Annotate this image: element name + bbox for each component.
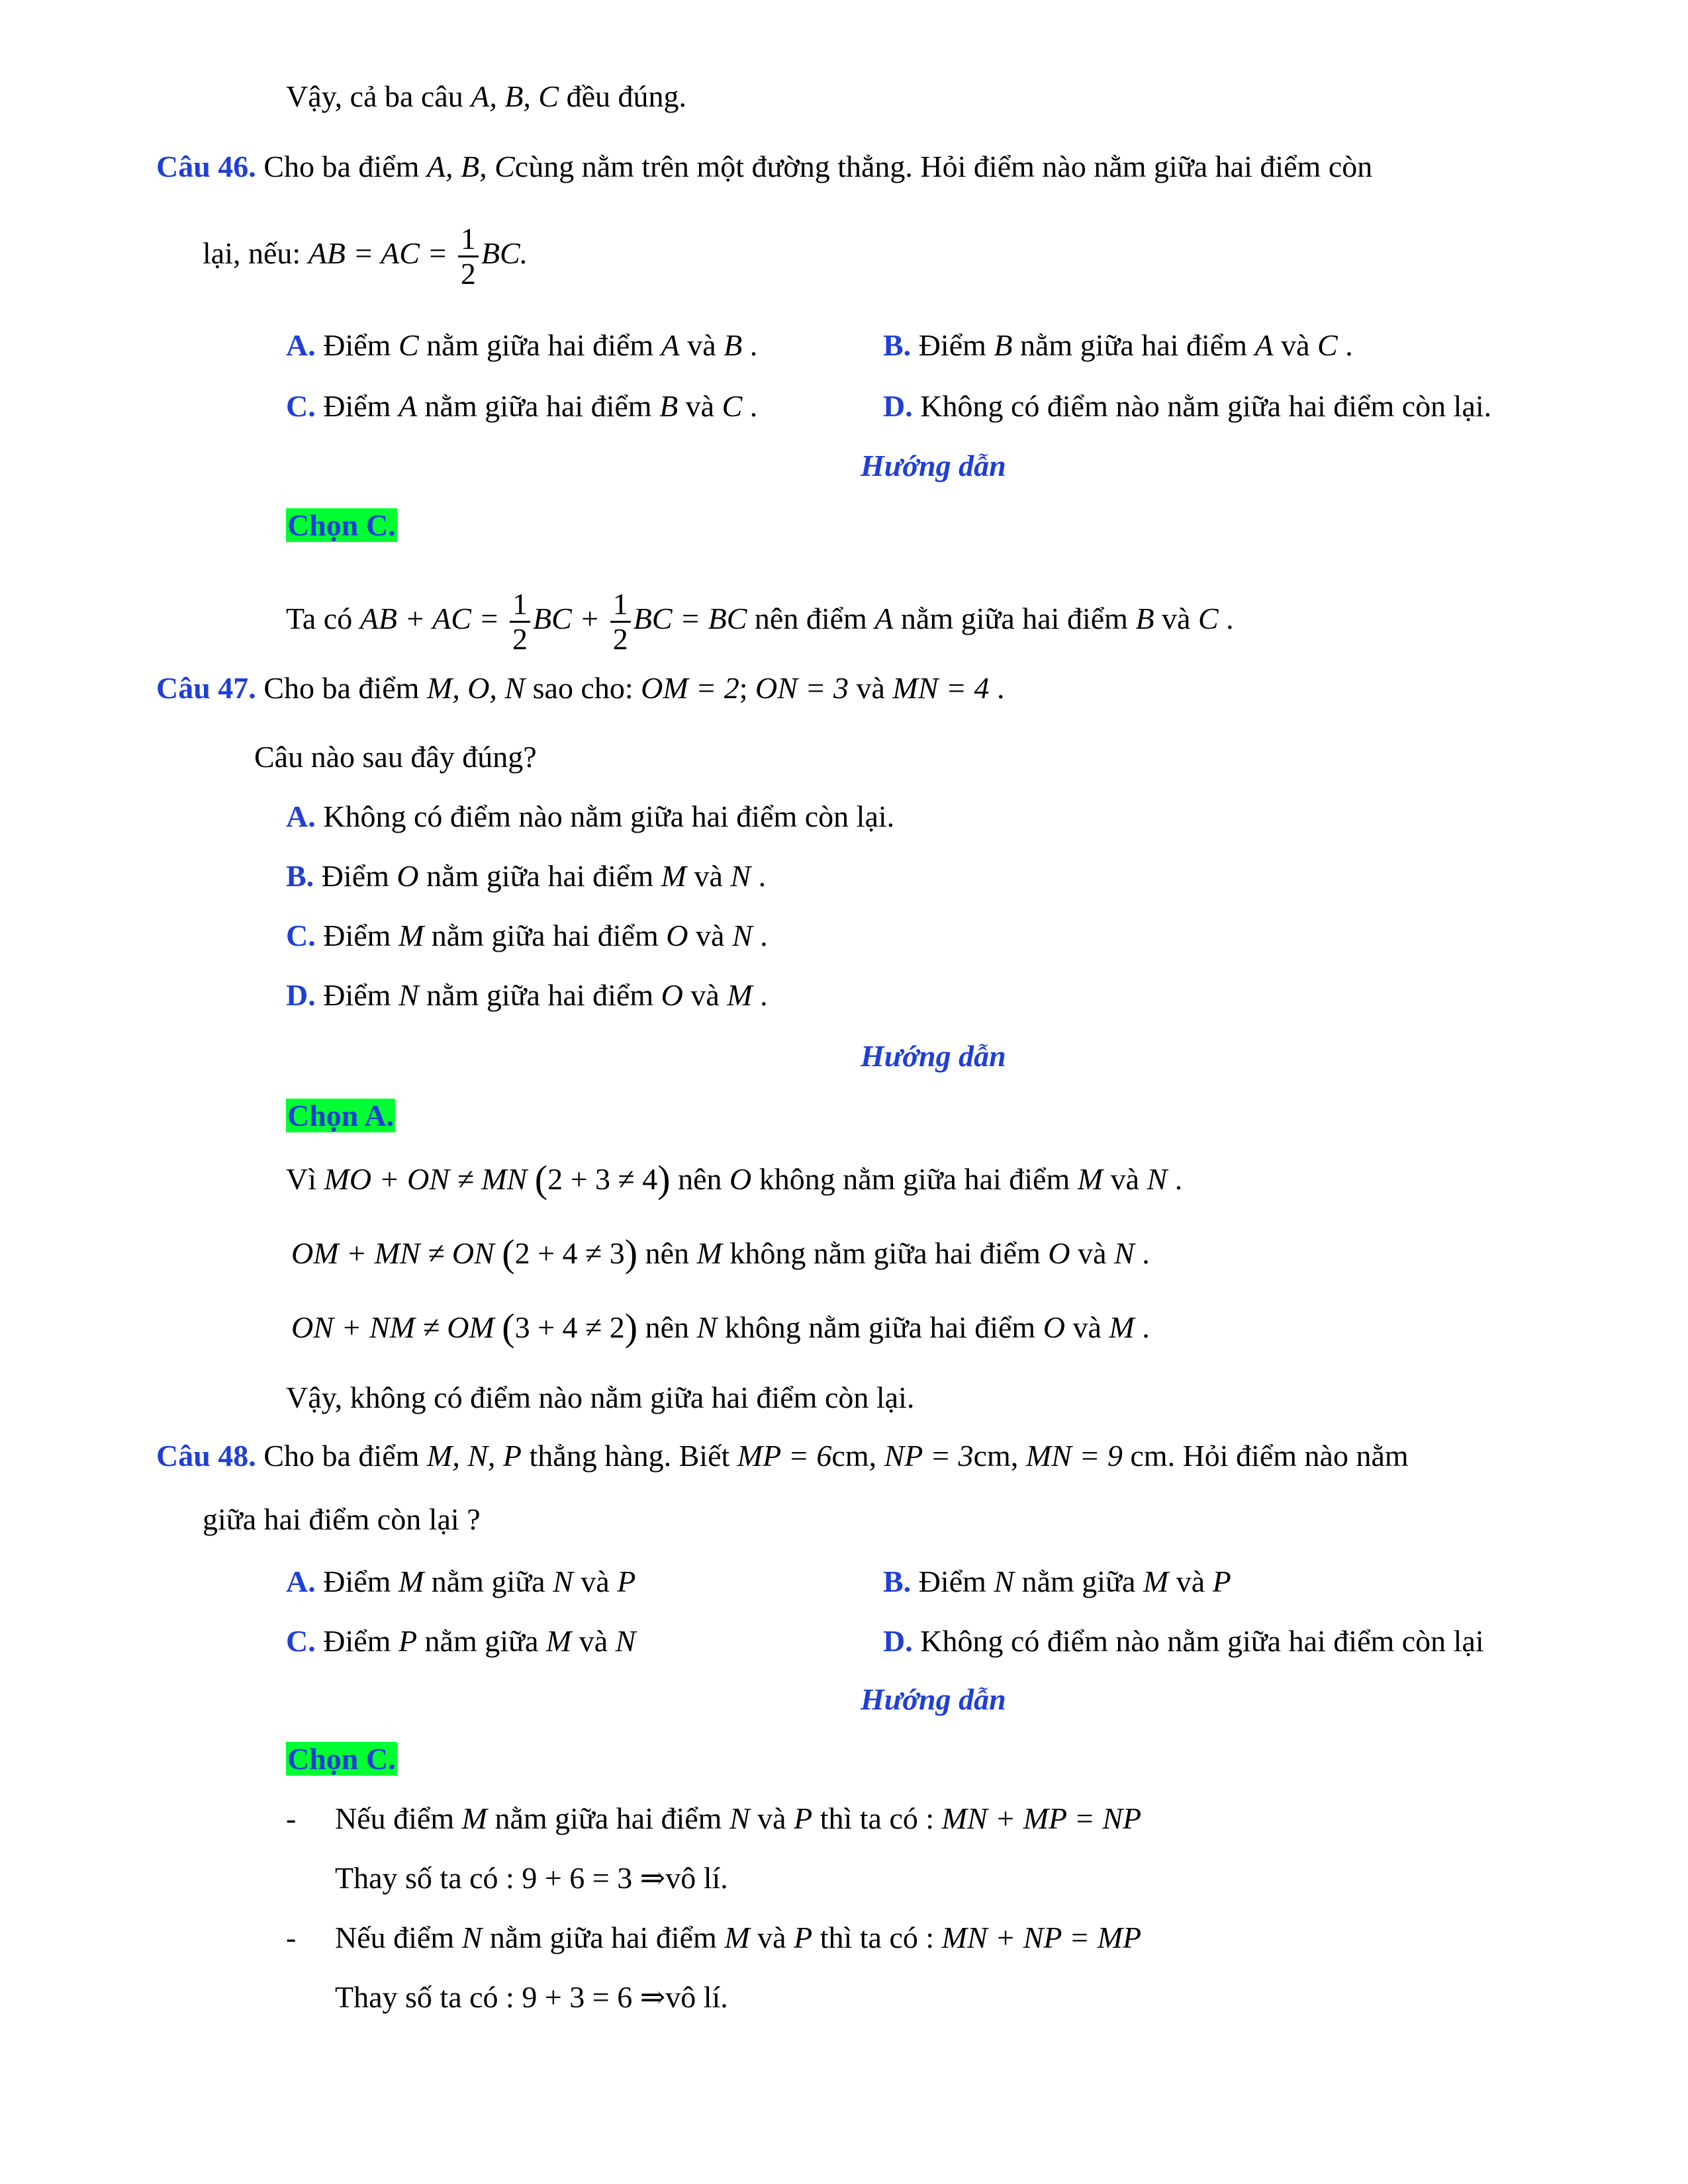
q47-s2-end: . xyxy=(1134,1236,1150,1270)
q46-sol-m1: AB + AC = xyxy=(359,602,507,636)
q46-sol-p1: B xyxy=(1135,602,1154,636)
q46-solution xyxy=(286,588,1234,656)
q47-b-mid: nằm giữa hai điểm xyxy=(418,859,661,893)
q48-c1: MP = 6 xyxy=(737,1439,832,1473)
q48-guide: Hướng dẫn xyxy=(861,1682,1006,1716)
q47-conclusion xyxy=(286,1379,914,1416)
q48-b1-p1: N xyxy=(729,1801,750,1835)
q46-sol-end: . xyxy=(1218,602,1234,636)
q47-semi: ; xyxy=(739,671,756,705)
q47-option-d-label: D. xyxy=(286,978,316,1012)
q46-c-mid: nằm giữa hai điểm xyxy=(417,389,660,423)
q47-option-c[interactable] xyxy=(286,917,768,954)
q47-s3-paren: 3 + 4 ≠ 2 xyxy=(514,1310,625,1344)
q48-b1-pre: Nếu điểm xyxy=(335,1801,462,1835)
q47-s1-math: MO + ON ≠ MN xyxy=(324,1162,528,1196)
q47-a-text: Không có điểm nào nằm giữa hai điểm còn lại. xyxy=(315,799,895,833)
q46-sol-frac-1 xyxy=(510,588,530,656)
q48-a-p1: N xyxy=(553,1565,573,1598)
q47-s1-va: và xyxy=(1103,1162,1147,1196)
q47-s3-p2: M xyxy=(1109,1310,1135,1344)
q47-c-end: . xyxy=(752,919,768,952)
q47-c-mid: nằm giữa hai điểm xyxy=(424,919,667,952)
q47-points: M, O, N xyxy=(426,671,526,705)
q48-b-mid: nằm giữa xyxy=(1014,1565,1143,1598)
q47-sol-3: ON + NM ≠ OM (3 + 4 ≠ 2) nên N không nằm giữa hai điểm O và M . xyxy=(291,1306,1150,1349)
q48-c1-unit: cm, xyxy=(831,1439,884,1473)
q46-frac-num: 1 xyxy=(458,222,479,257)
q48-b2-sub-end: vô lí. xyxy=(665,1980,728,2014)
q47-d-pre: Điểm xyxy=(315,978,399,1012)
q47-s2-p: M xyxy=(696,1236,722,1270)
q46-sol-t1: nên điểm xyxy=(747,602,875,636)
q47-b-pt: O xyxy=(397,859,419,893)
q48-bullet-2-text xyxy=(335,1919,1141,1956)
q48-bullet-1 xyxy=(286,1800,296,1837)
q46-option-d[interactable] xyxy=(883,388,1491,425)
q47-s1-end: . xyxy=(1167,1162,1183,1196)
q48-b1-p2: P xyxy=(794,1801,813,1835)
q48-b2-sub-math: 9 + 3 = 6 ⇒ xyxy=(522,1980,666,2014)
q46-sol-t2: nằm giữa hai điểm xyxy=(893,602,1136,636)
q48-b2-p2: P xyxy=(794,1921,813,1954)
q46-fraction xyxy=(458,222,479,291)
q46-a-p1: A xyxy=(661,328,680,362)
q47-b-va: và xyxy=(686,859,731,893)
q46-sol-f2d: 2 xyxy=(612,622,628,656)
q48-option-d[interactable] xyxy=(883,1623,1484,1660)
q48-stem-text: Cho ba điểm xyxy=(256,1439,427,1473)
q48-c-mid: nằm giữa xyxy=(417,1624,546,1658)
q46-guide: Hướng dẫn xyxy=(861,449,1006,482)
q48-option-a-label: A. xyxy=(286,1565,316,1598)
q48-stem-text-3: . Hỏi điểm nào nằm xyxy=(1167,1439,1409,1473)
q47-stem-text: Cho ba điểm xyxy=(256,671,427,705)
q46-c-end: . xyxy=(742,389,758,423)
q46-sol-pre: Ta có xyxy=(286,602,360,636)
q47-s2-paren: 2 + 4 ≠ 3 xyxy=(514,1236,625,1270)
q47-option-b[interactable] xyxy=(286,858,766,895)
q47-s2-p2: N xyxy=(1114,1236,1135,1270)
q47-stem xyxy=(156,670,1004,707)
q47-cond1: OM = 2 xyxy=(641,671,739,705)
q47-option-d[interactable] xyxy=(286,977,768,1014)
q48-b2-pre: Nếu điểm xyxy=(335,1921,462,1954)
q46-answer-badge: Chọn C. xyxy=(287,508,396,542)
q47-stem-text-2: sao cho: xyxy=(525,671,641,705)
q47-s3-math: ON + NM ≠ OM xyxy=(291,1310,494,1344)
q47-question-text: Câu nào sau đây đúng? xyxy=(254,740,537,774)
intro-text-end: đều đúng. xyxy=(559,79,687,113)
q48-bullet-2 xyxy=(286,1919,296,1956)
q48-b1-sub-pre: Thay số ta có : xyxy=(335,1861,522,1895)
q46-b-pre: Điểm xyxy=(911,328,994,362)
q48-b-va: và xyxy=(1168,1565,1213,1598)
q47-d-pt: N xyxy=(398,978,419,1012)
q46-condition xyxy=(203,222,528,291)
q48-a-va: và xyxy=(573,1565,618,1598)
q48-option-c[interactable] xyxy=(286,1623,635,1660)
q46-b-pt: B xyxy=(994,328,1013,362)
q46-label: Câu 46. xyxy=(156,150,256,183)
q47-b-p2: N xyxy=(730,859,751,893)
q48-b-p1: M xyxy=(1143,1565,1169,1598)
q47-s3-va: và xyxy=(1064,1310,1109,1344)
q46-option-a[interactable] xyxy=(286,327,757,364)
q47-cond3: MN = 4 xyxy=(892,671,990,705)
q48-b2-math: MN + NP = MP xyxy=(941,1921,1142,1954)
q48-b1-sub-end: vô lí. xyxy=(665,1861,728,1895)
q48-b2-t: thì ta có : xyxy=(812,1921,942,1954)
q46-sol-va: và xyxy=(1154,602,1198,636)
q46-b-p2: C xyxy=(1317,328,1338,362)
q47-b-pre: Điểm xyxy=(314,859,397,893)
q47-answer xyxy=(286,1097,395,1134)
q47-conclusion-text: Vậy, không có điểm nào nằm giữa hai điểm còn lại. xyxy=(286,1381,915,1414)
q48-b-p2: P xyxy=(1212,1565,1231,1598)
q47-d-va: và xyxy=(682,978,727,1012)
q46-frac-den: 2 xyxy=(460,257,476,291)
q48-d-text: Không có điểm nào nằm giữa hai điểm còn lại xyxy=(912,1624,1484,1658)
q48-stem-line-2 xyxy=(203,1501,481,1538)
q48-b-pre: Điểm xyxy=(911,1565,994,1598)
q47-s3-t1: nên xyxy=(637,1310,697,1344)
q47-s1-paren: 2 + 3 ≠ 4 xyxy=(547,1162,658,1196)
q48-c-pre: Điểm xyxy=(315,1624,399,1658)
q48-option-b[interactable] xyxy=(883,1563,1231,1600)
q47-c-p2: N xyxy=(731,919,753,952)
q46-sol-f2n: 1 xyxy=(610,588,631,623)
q48-b2-va: và xyxy=(749,1921,794,1954)
q48-c3-unit: cm xyxy=(1122,1439,1168,1473)
q47-d-p2: M xyxy=(727,978,753,1012)
q47-option-c-label: C. xyxy=(286,919,316,952)
q47-cond2: ON = 3 xyxy=(755,671,849,705)
q47-d-p1: O xyxy=(661,978,683,1012)
q47-d-mid: nằm giữa hai điểm xyxy=(418,978,661,1012)
q47-guide: Hướng dẫn xyxy=(861,1039,1006,1073)
q47-s2-math: OM + MN ≠ ON xyxy=(291,1236,494,1270)
q48-c-pt: P xyxy=(398,1624,418,1658)
q46-option-b[interactable] xyxy=(883,327,1353,364)
q48-b2-pt: N xyxy=(461,1921,483,1954)
q47-s3-p1: O xyxy=(1043,1310,1065,1344)
q48-option-b-label: B. xyxy=(883,1565,912,1598)
q48-b1-sub-math: 9 + 6 = 3 ⇒ xyxy=(522,1861,666,1895)
q46-c-pt: A xyxy=(398,389,418,423)
q48-points: M, N, P xyxy=(426,1439,522,1473)
q46-sol-p: A xyxy=(874,602,894,636)
q48-a-pt: M xyxy=(398,1565,424,1598)
q48-b2-sub-pre: Thay số ta có : xyxy=(335,1980,522,2014)
q48-stem-text-2: thẳng hàng. Biết xyxy=(522,1439,737,1473)
q47-option-a[interactable] xyxy=(286,798,894,835)
q46-b-p1: A xyxy=(1254,328,1274,362)
q48-c3: MN = 9 xyxy=(1025,1439,1123,1473)
q46-c-pre: Điểm xyxy=(315,389,399,423)
q47-s3-p: N xyxy=(696,1310,718,1344)
q47-sol-2: OM + MN ≠ ON (2 + 4 ≠ 3) nên M không nằm giữa hai điểm O và N . xyxy=(291,1232,1150,1275)
q48-stem xyxy=(156,1437,1409,1475)
q48-c-va: và xyxy=(571,1624,616,1658)
q46-option-b-label: B. xyxy=(883,328,912,362)
q48-c2-unit: cm, xyxy=(973,1439,1026,1473)
q46-option-a-label: A. xyxy=(286,328,316,362)
q48-option-d-label: D. xyxy=(883,1624,913,1658)
q48-stem-line-2-text: giữa hai điểm còn lại ? xyxy=(203,1502,481,1536)
q48-b1-mid: nằm giữa hai điểm xyxy=(487,1801,729,1835)
intro-math: A, B, C xyxy=(471,79,559,113)
q47-s1-pre: Vì xyxy=(286,1162,324,1196)
q47-c-va: và xyxy=(688,919,732,952)
q47-s1-p2: N xyxy=(1147,1162,1168,1196)
q47-option-b-label: B. xyxy=(286,859,314,893)
q47-d-end: . xyxy=(752,978,768,1012)
q47-s2-t2: không nằm giữa hai điểm xyxy=(722,1236,1049,1270)
q48-bullet-1-sub xyxy=(335,1860,728,1897)
q47-b-end: . xyxy=(751,859,767,893)
q48-answer xyxy=(286,1741,397,1778)
q47-c-pt: M xyxy=(398,919,424,952)
q47-option-a-label: A. xyxy=(286,799,316,833)
q47-c-pre: Điểm xyxy=(315,919,399,952)
q46-sol-m3: BC = BC xyxy=(633,602,747,636)
q47-s1-t2: không nằm giữa hai điểm xyxy=(751,1162,1078,1196)
q46-b-end: . xyxy=(1337,328,1353,362)
q48-a-mid: nằm giữa xyxy=(424,1565,553,1598)
q46-stem xyxy=(156,148,1372,185)
q46-a-p2: B xyxy=(724,328,743,362)
q47-label: Câu 47. xyxy=(156,671,256,705)
q46-a-va: và xyxy=(679,328,724,362)
q48-a-pre: Điểm xyxy=(315,1565,399,1598)
q48-c-p1: M xyxy=(545,1624,572,1658)
intro-text: Vậy, cả ba câu xyxy=(286,79,471,113)
q46-option-c-label: C. xyxy=(286,389,316,423)
q46-a-end: . xyxy=(742,328,758,362)
q48-guide-heading xyxy=(861,1681,1006,1718)
q47-s2-va: và xyxy=(1070,1236,1115,1270)
q47-s1-p1: M xyxy=(1077,1162,1103,1196)
q48-option-c-label: C. xyxy=(286,1624,316,1658)
q48-b-pt: N xyxy=(994,1565,1015,1598)
q46-sol-p2: C xyxy=(1197,602,1219,636)
q47-guide-heading xyxy=(861,1038,1006,1075)
q47-s3-end: . xyxy=(1134,1310,1150,1344)
q46-sol-f1d: 2 xyxy=(512,622,528,656)
q46-a-mid: nằm giữa hai điểm xyxy=(418,328,661,362)
q46-option-c[interactable] xyxy=(286,388,757,425)
q48-bullet-2-sub xyxy=(335,1979,728,2016)
q47-va: và xyxy=(848,671,893,705)
q46-answer xyxy=(286,507,397,544)
q46-sol-frac-2 xyxy=(610,588,631,656)
q48-a-p2: P xyxy=(617,1565,636,1598)
q48-b2-p1: M xyxy=(724,1921,750,1954)
q46-cond-text: lại, nếu: xyxy=(203,236,308,271)
q46-stem-text: Cho ba điểm xyxy=(256,150,427,183)
q46-guide-heading xyxy=(861,447,1006,484)
q46-c-p1: B xyxy=(659,389,679,423)
q48-b1-math: MN + MP = NP xyxy=(941,1801,1142,1835)
q47-end: . xyxy=(989,671,1005,705)
intro-line xyxy=(286,78,686,115)
q48-answer-badge: Chọn C. xyxy=(287,1742,396,1776)
q47-answer-badge: Chọn A. xyxy=(287,1099,395,1132)
q46-option-d-label: D. xyxy=(883,389,913,423)
q46-d-text: Không có điểm nào nằm giữa hai điểm còn lại. xyxy=(912,389,1492,423)
q47-s3-t2: không nằm giữa hai điểm xyxy=(717,1310,1043,1344)
q48-option-a[interactable] xyxy=(286,1563,635,1600)
q46-c-p2: C xyxy=(722,389,743,423)
q48-c2: NP = 3 xyxy=(884,1439,974,1473)
q48-bullet-1-text xyxy=(335,1800,1141,1837)
q48-b1-t: thì ta có : xyxy=(812,1801,942,1835)
q47-s2-p1: O xyxy=(1048,1236,1070,1270)
q46-c-va: và xyxy=(678,389,722,423)
q48-c-p2: N xyxy=(615,1624,636,1658)
q48-b1-va: và xyxy=(749,1801,794,1835)
q48-label: Câu 48. xyxy=(156,1439,256,1473)
q46-stem-text-2: cùng nằm trên một đường thẳng. Hỏi điểm nào nằm giữa hai điểm còn xyxy=(514,150,1373,183)
q46-b-va: và xyxy=(1273,328,1318,362)
q47-b-p1: M xyxy=(661,859,686,893)
q46-sol-f1n: 1 xyxy=(510,588,530,623)
q48-b1-pt: M xyxy=(461,1801,487,1835)
q46-a-pre: Điểm xyxy=(315,328,399,362)
q47-c-p1: O xyxy=(666,919,688,952)
q47-s1-p: O xyxy=(729,1162,752,1196)
q46-sol-m2: BC + xyxy=(532,602,608,636)
q46-cond-math: AB = AC = xyxy=(308,236,455,271)
q46-b-mid: nằm giữa hai điểm xyxy=(1012,328,1255,362)
q48-b2-mid: nằm giữa hai điểm xyxy=(482,1921,725,1954)
q47-sol-1: Vì MO + ON ≠ MN (2 + 3 ≠ 4) nên O không nằm giữa hai điểm M và N . xyxy=(286,1158,1183,1201)
q47-s2-t1: nên xyxy=(637,1236,697,1270)
q46-points: A, B, C xyxy=(426,150,515,183)
q46-a-pt: C xyxy=(398,328,419,362)
q48-dash-2: - xyxy=(286,1921,297,1954)
q46-cond-tail: BC. xyxy=(481,236,528,271)
q47-s1-t1: nên xyxy=(670,1162,730,1196)
q48-dash-1: - xyxy=(286,1801,297,1835)
q47-question xyxy=(254,739,537,776)
